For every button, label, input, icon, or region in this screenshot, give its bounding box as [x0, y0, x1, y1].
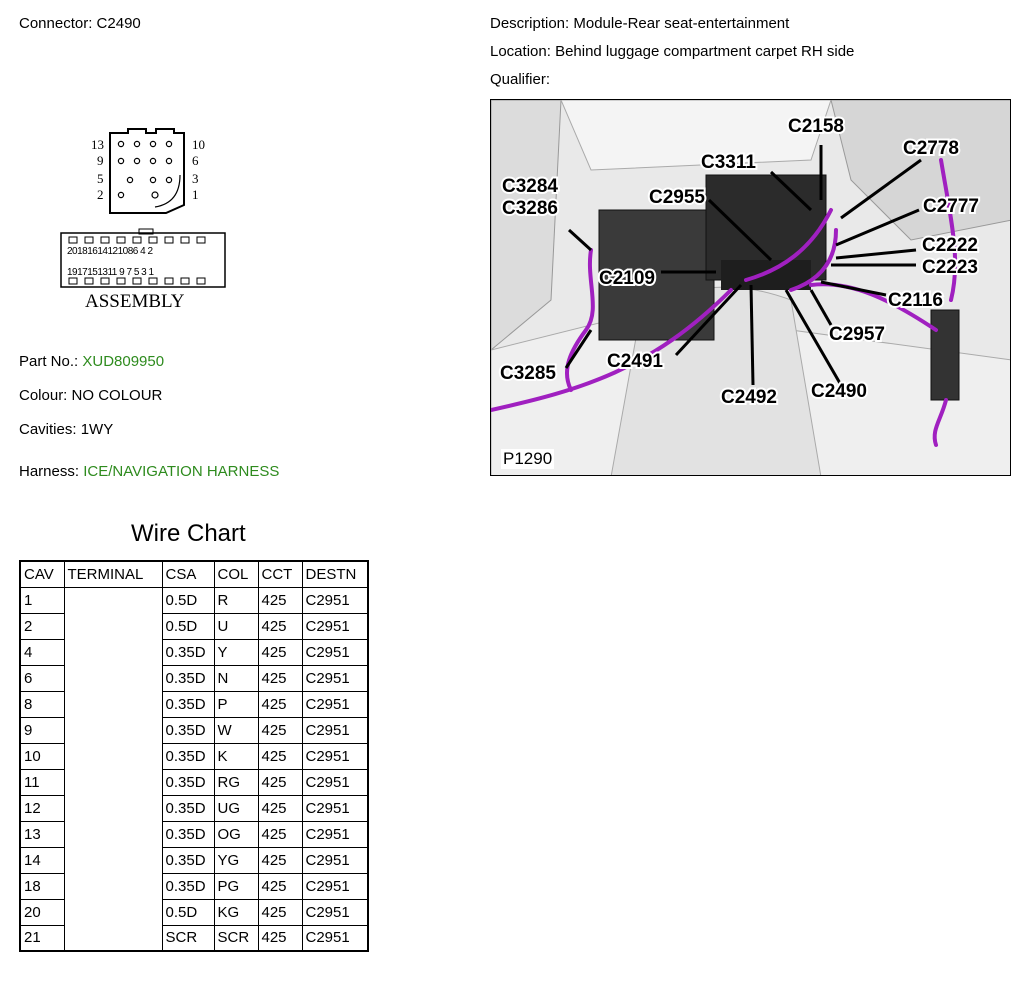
table-row	[20, 717, 368, 743]
cell-cct: 425	[258, 769, 302, 795]
description-line	[490, 15, 789, 32]
cell-cct: 425	[258, 873, 302, 899]
callout-c2223: C2223	[922, 257, 978, 278]
wire-chart-table	[19, 560, 369, 952]
cell-cct: 425	[258, 743, 302, 769]
cell-csa: 0.35D	[162, 847, 214, 873]
col-header-csa: CSA	[162, 561, 214, 587]
cell-destn: C2951	[302, 821, 368, 847]
cell-destn: C2951	[302, 613, 368, 639]
cell-cct: 425	[258, 665, 302, 691]
connector-line	[19, 15, 141, 32]
colour-line	[19, 387, 162, 404]
description-value: Module-Rear seat-entertainment	[573, 15, 790, 32]
table-row	[20, 873, 368, 899]
cell-terminal	[64, 665, 162, 691]
cell-csa: 0.35D	[162, 821, 214, 847]
cell-terminal	[64, 821, 162, 847]
callout-c2777: C2777	[923, 196, 979, 217]
cell-terminal	[64, 925, 162, 951]
cell-destn: C2951	[302, 639, 368, 665]
table-row	[20, 743, 368, 769]
cell-cct: 425	[258, 925, 302, 951]
col-header-destn: DESTN	[302, 561, 368, 587]
callout-c3286: C3286	[502, 198, 558, 219]
cell-cct: 425	[258, 639, 302, 665]
harness-label: Harness:	[19, 463, 80, 480]
cell-cav: 12	[20, 795, 64, 821]
table-row	[20, 587, 368, 613]
description-label: Description:	[490, 15, 570, 32]
callout-c2158: C2158	[788, 116, 844, 137]
cell-terminal	[64, 769, 162, 795]
cell-cav: 4	[20, 639, 64, 665]
cell-cav: 9	[20, 717, 64, 743]
cell-col: R	[214, 587, 258, 613]
cell-col: RG	[214, 769, 258, 795]
cell-csa: 0.35D	[162, 795, 214, 821]
cell-destn: C2951	[302, 587, 368, 613]
cell-cct: 425	[258, 899, 302, 925]
cell-csa: 0.35D	[162, 769, 214, 795]
location-photo	[490, 99, 1011, 476]
cell-terminal	[64, 847, 162, 873]
cell-destn: C2951	[302, 899, 368, 925]
cell-cct: 425	[258, 613, 302, 639]
table-row	[20, 925, 368, 951]
table-row	[20, 691, 368, 717]
row-label-right-3: 3	[192, 171, 199, 186]
cell-cav: 8	[20, 691, 64, 717]
cell-cav: 11	[20, 769, 64, 795]
table-row	[20, 899, 368, 925]
cell-csa: 0.5D	[162, 899, 214, 925]
cell-destn: C2951	[302, 925, 368, 951]
part-no-link[interactable]: XUD809950	[82, 353, 165, 370]
cell-cav: 6	[20, 665, 64, 691]
table-row	[20, 639, 368, 665]
cell-csa: 0.35D	[162, 743, 214, 769]
cell-destn: C2951	[302, 873, 368, 899]
table-row	[20, 847, 368, 873]
wire-chart-header-row	[20, 561, 368, 587]
cell-destn: C2951	[302, 769, 368, 795]
cell-cav: 14	[20, 847, 64, 873]
callout-c3285: C3285	[500, 363, 556, 384]
cell-csa: 0.35D	[162, 691, 214, 717]
photo-illustration	[491, 100, 1011, 476]
cell-cct: 425	[258, 717, 302, 743]
photo-id: P1290	[503, 449, 553, 468]
callout-c2778: C2778	[903, 138, 959, 159]
wire-chart-body	[20, 587, 368, 951]
cell-destn: C2951	[302, 743, 368, 769]
row-label-left-1: 13	[91, 137, 104, 152]
cell-col: W	[214, 717, 258, 743]
cell-col: PG	[214, 873, 258, 899]
callout-c3284: C3284	[502, 176, 558, 197]
cell-cav: 10	[20, 743, 64, 769]
col-header-terminal: TERMINAL	[64, 561, 162, 587]
table-row	[20, 795, 368, 821]
cell-cav: 18	[20, 873, 64, 899]
cell-cct: 425	[258, 587, 302, 613]
cell-terminal	[64, 691, 162, 717]
cell-terminal	[64, 743, 162, 769]
cell-terminal	[64, 613, 162, 639]
col-header-col: COL	[214, 561, 258, 587]
cell-col: UG	[214, 795, 258, 821]
cell-cav: 13	[20, 821, 64, 847]
callout-c2116: C2116	[888, 290, 943, 311]
callout-c2492: C2492	[721, 387, 777, 408]
qualifier-label: Qualifier:	[490, 71, 551, 88]
cell-cct: 425	[258, 847, 302, 873]
cell-cct: 425	[258, 821, 302, 847]
cell-cav: 21	[20, 925, 64, 951]
cell-col: P	[214, 691, 258, 717]
connector-value: C2490	[96, 15, 141, 32]
col-header-cav: CAV	[20, 561, 64, 587]
cell-destn: C2951	[302, 665, 368, 691]
table-row	[20, 769, 368, 795]
cell-cav: 20	[20, 899, 64, 925]
row-label-right-4: 1	[192, 187, 199, 202]
connector-pins	[118, 141, 171, 198]
cell-terminal	[64, 873, 162, 899]
cell-csa: SCR	[162, 925, 214, 951]
cell-cav: 2	[20, 613, 64, 639]
harness-line	[19, 463, 279, 480]
cell-col: K	[214, 743, 258, 769]
callout-c2491: C2491	[607, 351, 663, 372]
wire-chart-title: Wire Chart	[131, 520, 246, 547]
cavities-line	[19, 421, 113, 438]
cell-csa: 0.5D	[162, 613, 214, 639]
cell-terminal	[64, 717, 162, 743]
cell-col: YG	[214, 847, 258, 873]
cavities-label: Cavities:	[19, 421, 77, 438]
cavities-value: 1WY	[80, 421, 114, 438]
cell-csa: 0.35D	[162, 639, 214, 665]
harness-link[interactable]: ICE/NAVIGATION HARNESS	[83, 463, 280, 480]
cell-destn: C2951	[302, 795, 368, 821]
cell-col: U	[214, 613, 258, 639]
cell-col: N	[214, 665, 258, 691]
table-row	[20, 821, 368, 847]
assembly-bottom-pins: 1917151311 9 7 5 3 1	[67, 267, 154, 278]
colour-label: Colour:	[19, 387, 68, 404]
callout-c2957: C2957	[829, 324, 885, 345]
callout-c2955: C2955	[649, 187, 705, 208]
cell-cav: 1	[20, 587, 64, 613]
cell-terminal	[64, 587, 162, 613]
location-value: Behind luggage compartment carpet RH side	[555, 43, 855, 60]
colour-value: NO COLOUR	[71, 387, 163, 404]
location-line	[490, 43, 854, 60]
cell-terminal	[64, 795, 162, 821]
cell-csa: 0.5D	[162, 587, 214, 613]
callout-c3311: C3311	[701, 152, 756, 173]
cell-destn: C2951	[302, 717, 368, 743]
cell-col: KG	[214, 899, 258, 925]
col-header-cct: CCT	[258, 561, 302, 587]
cell-cct: 425	[258, 795, 302, 821]
connector-face-diagram	[55, 125, 255, 315]
cell-terminal	[64, 639, 162, 665]
cell-terminal	[64, 899, 162, 925]
assembly-caption: ASSEMBLY	[85, 291, 185, 312]
assembly-top-pins: 20181614121086 4 2	[67, 246, 153, 257]
part-no-line	[19, 353, 164, 370]
cell-csa: 0.35D	[162, 873, 214, 899]
location-label: Location:	[490, 43, 551, 60]
cell-col: Y	[214, 639, 258, 665]
assembly-outline	[61, 233, 225, 287]
cell-csa: 0.35D	[162, 665, 214, 691]
callout-c2222: C2222	[922, 235, 978, 256]
row-label-right-1: 10	[192, 137, 205, 152]
part-no-label: Part No.:	[19, 353, 79, 370]
table-row	[20, 613, 368, 639]
row-label-left-3: 5	[97, 171, 104, 186]
cell-csa: 0.35D	[162, 717, 214, 743]
cell-destn: C2951	[302, 847, 368, 873]
connector-label: Connector:	[19, 15, 93, 32]
cell-col: OG	[214, 821, 258, 847]
callout-c2490: C2490	[811, 381, 867, 402]
cell-col: SCR	[214, 925, 258, 951]
cell-destn: C2951	[302, 691, 368, 717]
table-row	[20, 665, 368, 691]
row-label-right-2: 6	[192, 153, 199, 168]
qualifier-line	[490, 71, 550, 88]
row-label-left-4: 2	[97, 187, 104, 202]
row-label-left-2: 9	[97, 153, 104, 168]
cell-cct: 425	[258, 691, 302, 717]
callout-c2109: C2109	[599, 268, 655, 289]
